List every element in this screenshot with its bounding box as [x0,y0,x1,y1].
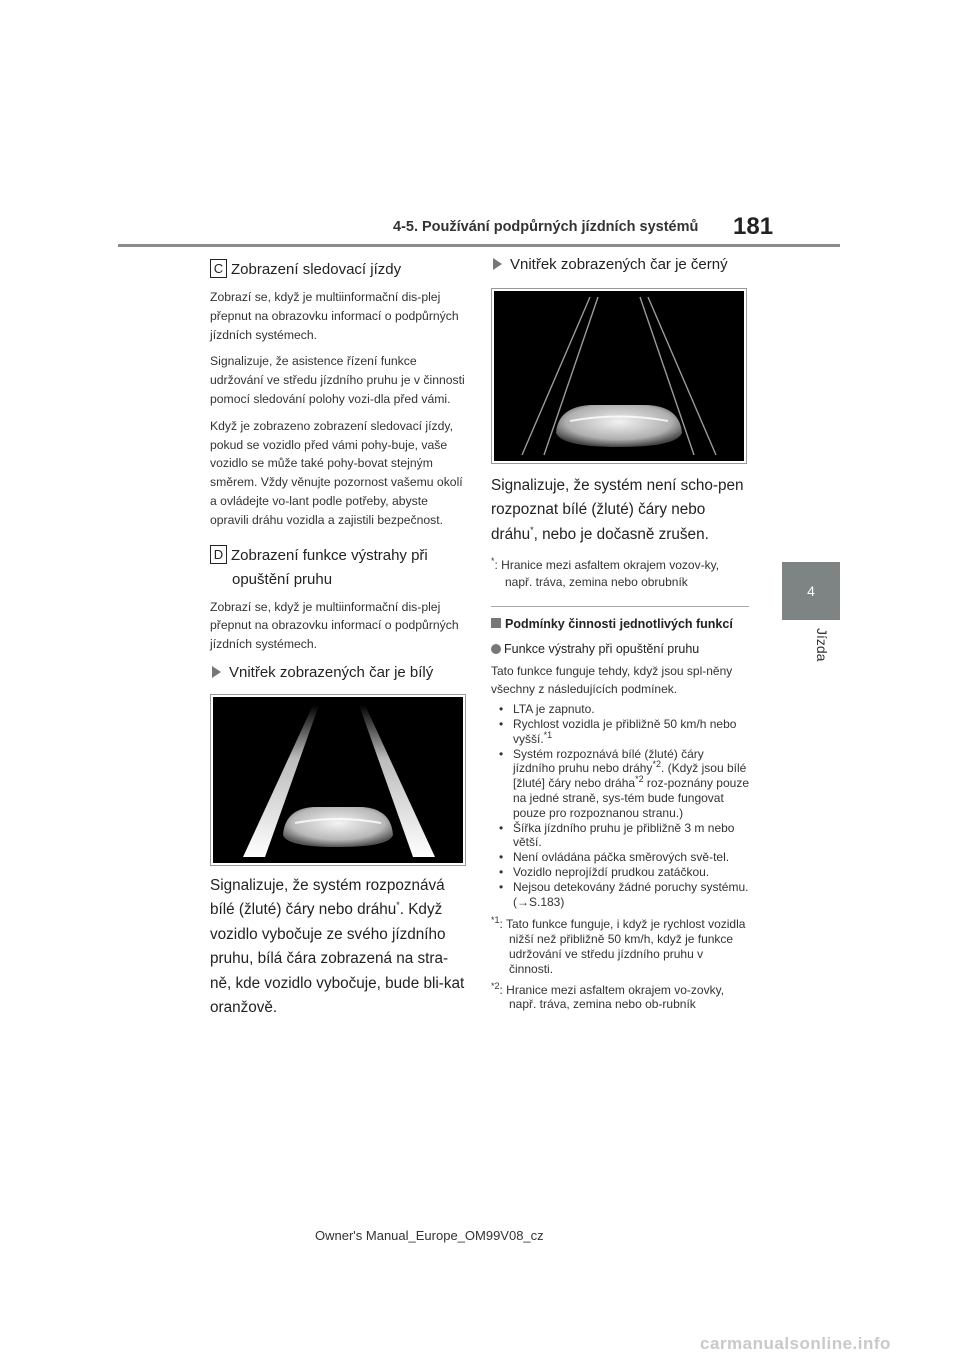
black-lines-heading-text: Vnitřek zobrazených čar je černý [510,256,728,273]
black-desc-b: , nebo je dočasně zrušen. [533,525,709,543]
list-item: • Šířka jízdního pruhu je přibližně 3 m nebo větší. [491,821,749,851]
black-lines-display-image [491,288,747,464]
item-text: . (Když jsou bílé [žluté] čáry nebo dráha [513,761,747,791]
footnote-1-mark: *1 [491,915,500,926]
footnote-2 [491,980,749,1013]
white-lines-display-image [210,694,466,866]
section-c-title: Zobrazení sledovací jízdy [231,261,402,278]
chapter-label: Jízda [814,628,830,662]
list-item: • LTA je zapnuto. [491,702,749,717]
white-lines-heading-text: Vnitřek zobrazených čar je bílý [229,663,434,681]
black-desc-a: Signalizuje, že systém není scho-pen rozpoznat bílé (žluté) čáry nebo dráhu [491,477,744,543]
header-rule [118,244,840,247]
car-icon [556,405,682,447]
footnote-mark: *2 [652,759,661,770]
section-letter-d: D [210,545,227,564]
right-column [491,254,749,1012]
section-d-heading [210,544,468,592]
asterisk-note-mark: * [491,556,495,567]
list-item: • Není ovládána páčka směrových svě-tel. [491,850,749,865]
list-item [491,717,749,747]
circle-bullet-icon [491,644,501,654]
item-text: roz-poznány pouze na jedné straně, sys-tém bude fungovat pouze pro rozpoznanou stranu.) [513,776,749,820]
item-text: Rychlost vozidla je přibližně 50 km/h nebo vyšší. [513,717,737,746]
triangle-bullet-icon [212,666,221,678]
footnote-mark: *2 [635,774,644,785]
lane-display-white-svg [213,697,463,863]
footnote-1-text: : Tato funkce funguje, i když je rychlost vozidla nižší než přibližně 50 km/h, když je funkce udržování ve středu jízdního pruhu v činnosti. [499,917,746,976]
asterisk-note-text: : Hranice mezi asfaltem okrajem vozov-ky, např. tráva, zemina nebo obrubník [494,558,720,590]
triangle-bullet-icon [493,258,502,270]
manual-footer: Owner's Manual_Europe_OM99V08_cz [315,1228,544,1243]
lane-warning-heading-text: Funkce výstrahy při opuštění pruhu [504,642,700,657]
item-text: Systém rozpoznává bílé (žluté) čáry jízdního pruhu nebo dráhy [513,746,704,776]
white-desc-a: Signalizuje, že systém rozpoznává bílé (žluté) čáry nebo dráhu [210,876,445,919]
footnote-2-mark: *2 [491,980,500,991]
section-letter-c: C [210,259,227,278]
black-lines-description [491,474,749,547]
list-item[interactable]: • Nejsou detekovány žádné poruchy systému. (→S.183) [491,880,749,910]
lane-display-black-svg [494,291,744,461]
section-c-paragraph-1: Zobrazí se, když je multiinformační dis-plej přepnut na obrazovku informací o podpůrných jízdních systémech. [210,290,459,342]
section-d-paragraph-1: Zobrazí se, když je multiinformační dis-plej přepnut na obrazovku informací o podpůrných jízdních systémech. [210,599,459,652]
conditions-heading-text: Podmínky činnosti jednotlivých funkcí [505,617,733,632]
square-bullet-icon [491,618,501,628]
list-item [491,747,749,821]
white-desc-b: . Když vozidlo vybočuje ze svého jízdního pruhu, bílá čára zobrazená na stra-ně, kde vozidlo vybočuje, bude bli-kat oranžově. [210,901,465,1016]
list-item: • Vozidlo neprojíždí prudkou zatáčkou. [491,865,749,880]
lane-warning-intro: Tato funkce funguje tehdy, když jsou spl-něny všechny z následujících podmínek. [491,664,733,697]
page-number: 181 [733,213,774,240]
section-c-paragraph-3: Když je zobrazeno zobrazení sledovací jízdy, pokud se vozidlo před vámi pohy-buje, vaše vozidlo se může také pohy-bovat stejným směrem. Vždy věnujte pozornost vašemu okolí a ovládejte vo-lant podle potřeby, abyste opravili dráhu vozidla a zajistili bezpečnost. [210,418,463,527]
black-desc-footnote-mark: * [530,524,534,535]
section-d-title-line1: Zobrazení funkce výstrahy při [231,546,428,564]
section-title: 4-5. Používání podpůrných jízdních systémů [393,219,699,235]
section-divider [491,606,749,607]
asterisk-note [491,557,749,591]
black-lines-heading [491,254,749,276]
car-icon [283,807,393,847]
lane-warning-heading [491,640,749,658]
footnote-1 [491,917,749,976]
left-column [210,258,468,1020]
conditions-heading [491,617,749,632]
chapter-tab: 4 [782,562,840,620]
white-lines-heading [210,662,468,684]
section-d-title-line2: opuštění pruhu [232,570,333,588]
white-desc-footnote-mark: * [396,900,400,911]
footnote-mark: *1 [543,729,553,740]
footnote-2-text: : Hranice mezi asfaltem okrajem vo-zovky, např. tráva, zemina nebo ob-rubník [499,982,725,1012]
section-c-heading [210,258,468,282]
white-lines-description [210,874,468,1020]
watermark: carmanualsonline.info [700,1334,891,1353]
section-c-paragraph-2: Signalizuje, že asistence řízení funkce udržování ve středu jízdního pruhu je v činnosti pomocí sledování polohy vozi-dla před vámi. [210,354,465,406]
conditions-list [491,702,749,909]
